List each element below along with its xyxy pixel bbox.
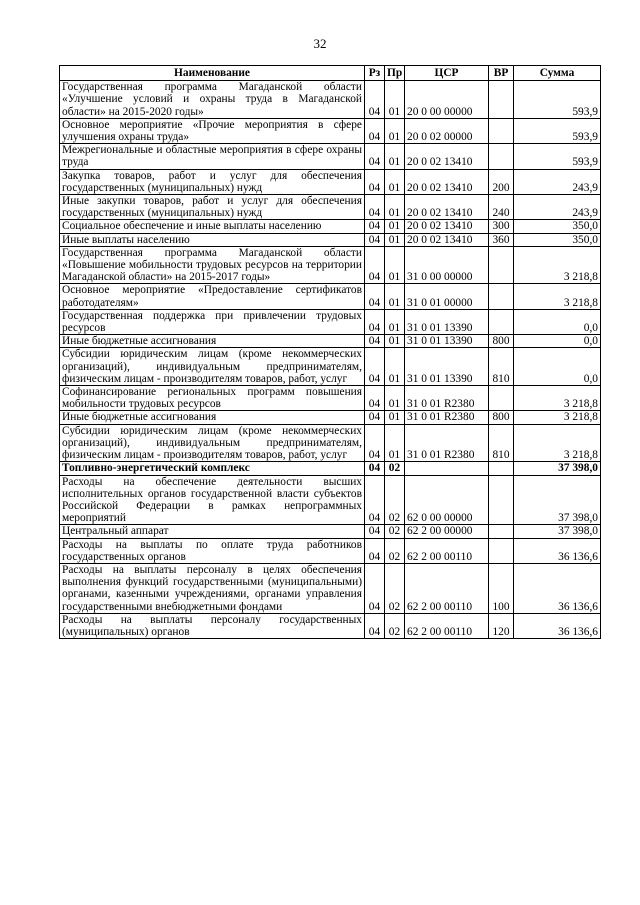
row-csr: 31 0 01 R2380: [405, 411, 489, 424]
row-name: Закупка товаров, работ и услуг для обеспечения государственных (муниципальных) нужд: [60, 169, 365, 194]
row-rz: 04: [365, 613, 385, 638]
row-rz: 04: [365, 462, 385, 475]
table-row: [60, 525, 601, 538]
row-sum: 0,0: [514, 335, 601, 348]
row-sum: 593,9: [514, 118, 601, 143]
row-vr: 200: [489, 169, 514, 194]
row-sum: 0,0: [514, 348, 601, 386]
row-sum: 36 136,6: [514, 613, 601, 638]
row-pr: 01: [385, 246, 405, 284]
row-pr: 01: [385, 335, 405, 348]
row-sum: 3 218,8: [514, 284, 601, 309]
table-row: [60, 81, 601, 119]
table-row: [60, 195, 601, 220]
row-rz: 04: [365, 411, 385, 424]
row-rz: 04: [365, 335, 385, 348]
row-csr: 62 2 00 00110: [405, 563, 489, 613]
table-row: [60, 613, 601, 638]
row-vr: [489, 525, 514, 538]
row-pr: 01: [385, 81, 405, 119]
row-vr: 100: [489, 563, 514, 613]
row-name: Иные выплаты населению: [60, 233, 365, 246]
row-csr: 31 0 01 13390: [405, 348, 489, 386]
row-pr: 01: [385, 411, 405, 424]
row-rz: 04: [365, 386, 385, 411]
row-sum: 0,0: [514, 309, 601, 334]
row-name: Государственная программа Магаданской области «Улучшение условий и охраны труда в Магаданской области» на 2015-2020 годы»: [60, 81, 365, 119]
row-sum: 350,0: [514, 233, 601, 246]
row-vr: 800: [489, 411, 514, 424]
row-pr: 01: [385, 284, 405, 309]
row-name: Основное мероприятие «Предоставление сертификатов работодателям»: [60, 284, 365, 309]
row-csr: 31 0 00 00000: [405, 246, 489, 284]
table-row: [60, 462, 601, 475]
row-rz: 04: [365, 169, 385, 194]
row-sum: 37 398,0: [514, 462, 601, 475]
row-vr: [489, 118, 514, 143]
row-vr: [489, 284, 514, 309]
row-sum: 3 218,8: [514, 386, 601, 411]
row-vr: [489, 81, 514, 119]
row-pr: 02: [385, 538, 405, 563]
row-vr: 240: [489, 195, 514, 220]
row-rz: 04: [365, 220, 385, 233]
budget-table: [59, 65, 601, 639]
row-name: Расходы на выплаты персоналу в целях обеспечения выполнения функций государственными (муниципальными) органами, казенными учреждениями, органами управления государственными внебюджетными фондами: [60, 563, 365, 613]
row-rz: 04: [365, 525, 385, 538]
row-csr: [405, 462, 489, 475]
row-sum: 243,9: [514, 195, 601, 220]
row-rz: 04: [365, 475, 385, 525]
row-name: Расходы на выплаты персоналу государственных (муниципальных) органов: [60, 613, 365, 638]
header-pr: Пр: [385, 66, 405, 81]
table-row: [60, 475, 601, 525]
table-row: [60, 144, 601, 169]
row-sum: 243,9: [514, 169, 601, 194]
row-csr: 20 0 02 13410: [405, 169, 489, 194]
header-name: Наименование: [60, 66, 365, 81]
table-row: [60, 233, 601, 246]
header-rz: Рз: [365, 66, 385, 81]
row-csr: 20 0 02 13410: [405, 195, 489, 220]
row-rz: 04: [365, 348, 385, 386]
row-csr: 20 0 02 13410: [405, 220, 489, 233]
row-rz: 04: [365, 538, 385, 563]
row-csr: 62 0 00 00000: [405, 475, 489, 525]
row-sum: 36 136,6: [514, 538, 601, 563]
row-name: Основное мероприятие «Прочие мероприятия в сфере улучшения охраны труда»: [60, 118, 365, 143]
row-sum: 36 136,6: [514, 563, 601, 613]
row-sum: 37 398,0: [514, 475, 601, 525]
row-pr: 02: [385, 525, 405, 538]
row-csr: 20 0 02 00000: [405, 118, 489, 143]
row-rz: 04: [365, 563, 385, 613]
row-pr: 01: [385, 144, 405, 169]
row-csr: 31 0 01 R2380: [405, 424, 489, 462]
row-name: Субсидии юридическим лицам (кроме некоммерческих организаций), индивидуальным предпринимателям, физическим лицам - производителям товаров, работ, услуг: [60, 348, 365, 386]
row-rz: 04: [365, 118, 385, 143]
header-vr: ВР: [489, 66, 514, 81]
row-csr: 20 0 02 13410: [405, 233, 489, 246]
row-csr: 31 0 01 R2380: [405, 386, 489, 411]
row-rz: 04: [365, 424, 385, 462]
row-pr: 01: [385, 118, 405, 143]
table-row: [60, 335, 601, 348]
table-row: [60, 386, 601, 411]
row-pr: 01: [385, 195, 405, 220]
table-row: [60, 169, 601, 194]
row-sum: 350,0: [514, 220, 601, 233]
row-rz: 04: [365, 81, 385, 119]
row-pr: 01: [385, 220, 405, 233]
row-vr: 120: [489, 613, 514, 638]
row-name: Центральный аппарат: [60, 525, 365, 538]
row-name: Расходы на выплаты по оплате труда работников государственных органов: [60, 538, 365, 563]
header-sum: Сумма: [514, 66, 601, 81]
row-pr: 02: [385, 462, 405, 475]
row-csr: 31 0 01 13390: [405, 309, 489, 334]
table-header-row: [60, 66, 601, 81]
row-vr: [489, 386, 514, 411]
table-row: [60, 348, 601, 386]
row-name: Иные бюджетные ассигнования: [60, 335, 365, 348]
row-pr: 02: [385, 475, 405, 525]
table-row: [60, 538, 601, 563]
row-sum: 37 398,0: [514, 525, 601, 538]
row-name: Субсидии юридическим лицам (кроме некоммерческих организаций), индивидуальным предпринимателям, физическим лицам - производителям товаров, работ, услуг: [60, 424, 365, 462]
row-pr: 01: [385, 348, 405, 386]
row-sum: 593,9: [514, 81, 601, 119]
row-csr: 31 0 01 00000: [405, 284, 489, 309]
row-vr: [489, 462, 514, 475]
row-vr: 360: [489, 233, 514, 246]
row-csr: 20 0 00 00000: [405, 81, 489, 119]
table-row: [60, 411, 601, 424]
row-name: Государственная программа Магаданской области «Повышение мобильности трудовых ресурсов на территории Магаданской области» на 2015-2017 годы»: [60, 246, 365, 284]
row-pr: 02: [385, 563, 405, 613]
table-row: [60, 220, 601, 233]
row-csr: 20 0 02 13410: [405, 144, 489, 169]
row-vr: [489, 538, 514, 563]
row-sum: 3 218,8: [514, 246, 601, 284]
row-name: Софинансирование региональных программ повышения мобильности трудовых ресурсов: [60, 386, 365, 411]
row-vr: [489, 309, 514, 334]
row-name: Социальное обеспечение и иные выплаты населению: [60, 220, 365, 233]
row-vr: [489, 475, 514, 525]
row-sum: 3 218,8: [514, 424, 601, 462]
table-row: [60, 563, 601, 613]
table-body: [60, 81, 601, 639]
row-csr: 62 2 00 00000: [405, 525, 489, 538]
row-rz: 04: [365, 284, 385, 309]
row-name: Иные закупки товаров, работ и услуг для обеспечения государственных (муниципальных) нужд: [60, 195, 365, 220]
table-row: [60, 424, 601, 462]
row-name: Топливно-энергетический комплекс: [60, 462, 365, 475]
row-name: Расходы на обеспечение деятельности высших исполнительных органов государственной власти субъектов Российской Федерации в рамках непрограммных мероприятий: [60, 475, 365, 525]
row-sum: 3 218,8: [514, 411, 601, 424]
table-row: [60, 246, 601, 284]
row-sum: 593,9: [514, 144, 601, 169]
row-rz: 04: [365, 233, 385, 246]
row-vr: [489, 246, 514, 284]
row-vr: [489, 144, 514, 169]
row-pr: 01: [385, 169, 405, 194]
row-name: Государственная поддержка при привлечении трудовых ресурсов: [60, 309, 365, 334]
row-pr: 01: [385, 386, 405, 411]
row-vr: 800: [489, 335, 514, 348]
row-csr: 62 2 00 00110: [405, 538, 489, 563]
row-csr: 31 0 01 13390: [405, 335, 489, 348]
row-rz: 04: [365, 309, 385, 334]
row-vr: 810: [489, 424, 514, 462]
table-row: [60, 284, 601, 309]
row-pr: 01: [385, 424, 405, 462]
row-vr: 300: [489, 220, 514, 233]
row-rz: 04: [365, 246, 385, 284]
page-number: 32: [313, 36, 327, 51]
table-row: [60, 118, 601, 143]
row-pr: 01: [385, 309, 405, 334]
header-csr: ЦСР: [405, 66, 489, 81]
row-name: Межрегиональные и областные мероприятия в сфере охраны труда: [60, 144, 365, 169]
row-pr: 01: [385, 233, 405, 246]
row-csr: 62 2 00 00110: [405, 613, 489, 638]
table-row: [60, 309, 601, 334]
row-rz: 04: [365, 195, 385, 220]
row-pr: 02: [385, 613, 405, 638]
row-rz: 04: [365, 144, 385, 169]
row-vr: 810: [489, 348, 514, 386]
row-name: Иные бюджетные ассигнования: [60, 411, 365, 424]
